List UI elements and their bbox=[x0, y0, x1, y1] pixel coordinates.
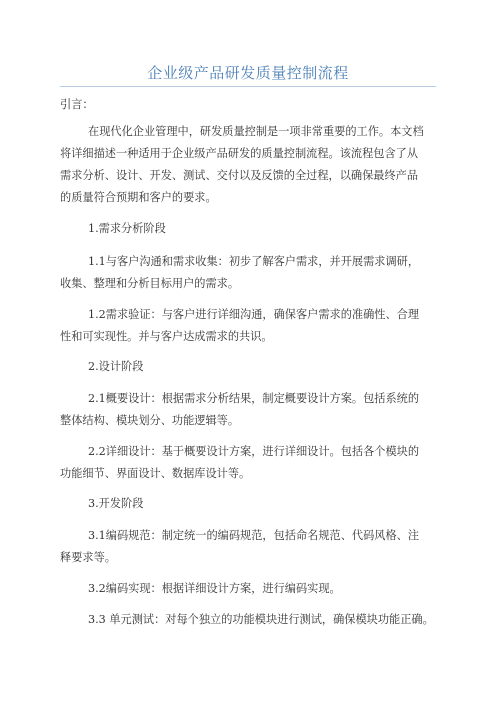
section-2-2-paragraph bbox=[60, 441, 450, 485]
section-3-heading bbox=[60, 493, 450, 515]
section-2-2-line-2: 功能细节、界面设计、数据库设计等。 bbox=[60, 467, 251, 480]
section-2-1-paragraph bbox=[60, 388, 450, 432]
intro-line-3: 需求分析、设计、开发、测试、交付以及反馈的全过程，以确保最终产品 bbox=[60, 169, 419, 182]
page-title: 企业级产品研发质量控制流程 bbox=[147, 64, 349, 82]
section-3-heading-text: 3.开发阶段 bbox=[88, 497, 144, 510]
section-3-2-line-1: 3.2编码实现：根据详细设计方案，进行编码实现。 bbox=[88, 582, 341, 595]
intro-paragraph bbox=[60, 121, 450, 209]
section-1-heading bbox=[60, 218, 450, 240]
section-3-2-paragraph bbox=[60, 578, 450, 600]
section-1-heading-text: 1.需求分析阶段 bbox=[88, 222, 166, 235]
section-3-3-paragraph bbox=[60, 609, 450, 631]
section-2-1-line-1: 2.1概要设计：根据需求分析结果，制定概要设计方案。包括系统的 bbox=[88, 392, 420, 405]
section-3-1-paragraph bbox=[60, 525, 450, 569]
title-underline bbox=[60, 86, 436, 87]
section-1-2-line-1: 1.2需求验证：与客户进行详细沟通，确保客户需求的准确性、合理 bbox=[88, 308, 420, 321]
section-2-heading bbox=[60, 356, 450, 378]
intro-label-text: 引言： bbox=[60, 98, 94, 111]
section-2-2-line-1: 2.2详细设计：基于概要设计方案，进行详细设计。包括各个模块的 bbox=[88, 445, 420, 458]
section-3-1-line-2: 释要求等。 bbox=[60, 551, 116, 564]
section-2-heading-text: 2.设计阶段 bbox=[88, 360, 144, 373]
section-1-1-paragraph bbox=[60, 251, 450, 295]
intro-line-1: 在现代化企业管理中，研发质量控制是一项非常重要的工作。本文档 bbox=[88, 125, 424, 138]
intro-label bbox=[60, 94, 450, 116]
section-1-1-line-2: 收集、整理和分析目标用户的需求。 bbox=[60, 277, 240, 290]
section-1-2-line-2: 性和可实现性。并与客户达成需求的共识。 bbox=[60, 330, 273, 343]
section-1-2-paragraph bbox=[60, 304, 450, 348]
intro-line-2: 将详细描述一种适用于企业级产品研发的质量控制流程。该流程包含了从 bbox=[60, 147, 419, 160]
intro-line-4: 的质量符合预期和客户的要求。 bbox=[60, 191, 217, 204]
section-3-3-line-1: 3.3 单元测试：对每个独立的功能模块进行测试，确保模块功能正确。 bbox=[88, 613, 434, 626]
section-1-1-line-1: 1.1与客户沟通和需求收集：初步了解客户需求，并开展需求调研， bbox=[88, 255, 420, 268]
section-2-1-line-2: 整体结构、模块划分、功能逻辑等。 bbox=[60, 414, 240, 427]
section-3-1-line-1: 3.1编码规范：制定统一的编码规范，包括命名规范、代码风格、注 bbox=[88, 529, 420, 542]
